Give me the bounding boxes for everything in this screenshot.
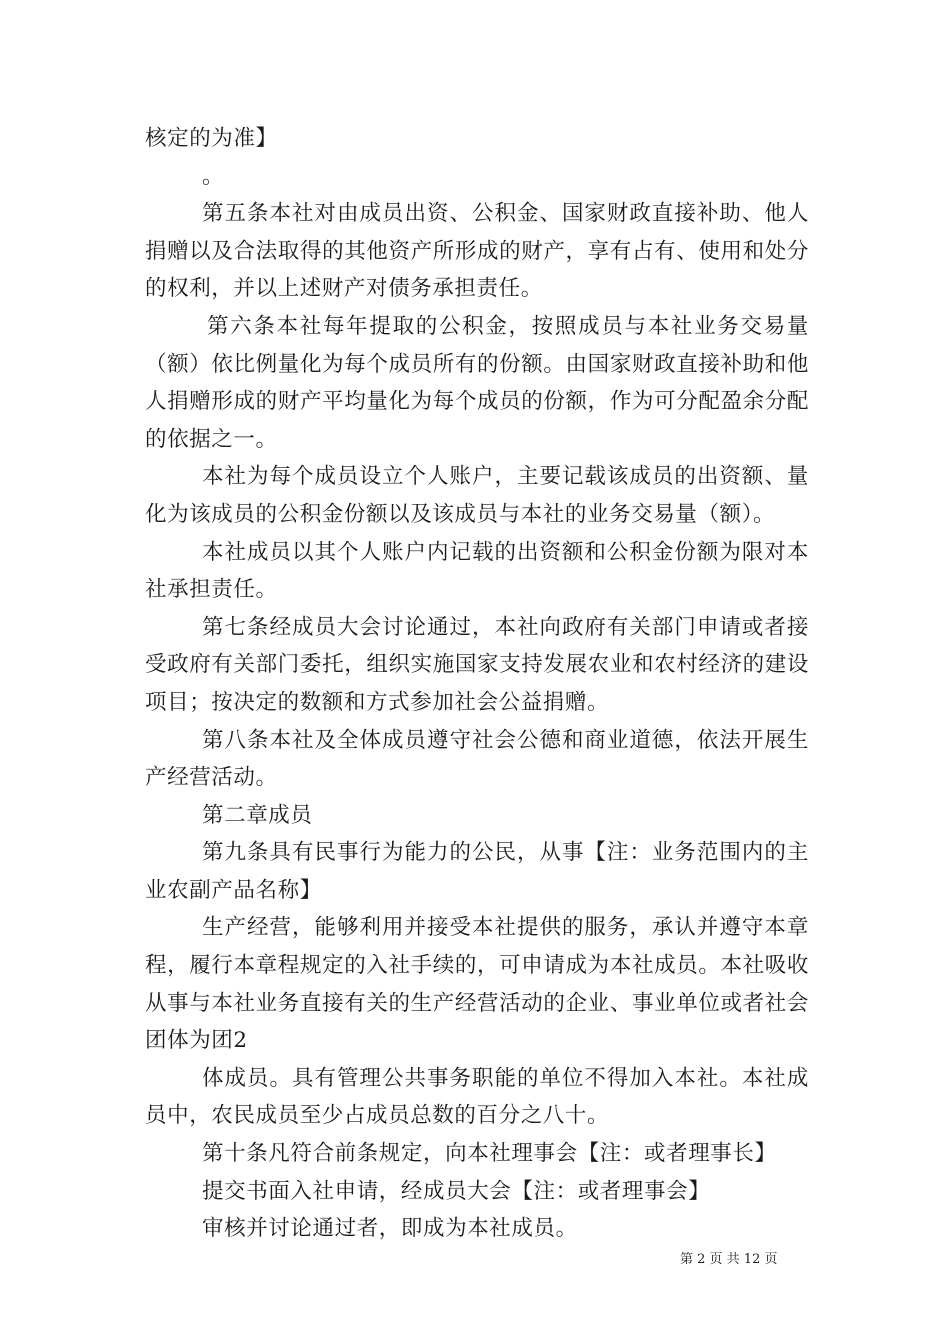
article-8: 第八条本社及全体成员遵守社会公德和商业道德，依法开展生产经营活动。 (145, 727, 809, 791)
article-7: 第七条经成员大会讨论通过，本社向政府有关部门申请或者接受政府有关部门委托，组织实施国家支持发展农业和农村经济的建设项目；按决定的数额和方式参加社会公益捐赠。 (145, 614, 809, 715)
paragraph-member-liability: 本社成员以其个人账户内记载的出资额和公积金份额为限对本社承担责任。 (145, 539, 809, 603)
document-body (145, 120, 809, 1248)
page-number-footer: 第 2 页 共 12 页 (680, 1252, 778, 1267)
paragraph-production: 生产经营，能够利用并接受本社提供的服务，承认并遵守本章程，履行本章程规定的入社手续的，可申请成为本社成员。本社吸收从事与本社业务直接有关的生产经营活动的企业、事业单位或者社会团体为团2 (145, 915, 809, 1054)
paragraph-approval: 审核并讨论通过者，即成为本社成员。 (202, 1216, 578, 1242)
paragraph-group-members: 体成员。具有管理公共事务职能的单位不得加入本社。本社成员中，农民成员至少占成员总数的百分之八十。 (145, 1065, 809, 1129)
paragraph-1: 核定的为准】 (145, 126, 278, 151)
article-5: 第五条本社对由成员出资、公积金、国家财政直接补助、他人捐赠以及合法取得的其他资产所形成的财产，享有占有、使用和处分的权利，并以上述财产对债务承担责任。 (145, 201, 809, 302)
article-10: 第十条凡符合前条规定，向本社理事会【注：或者理事长】 (202, 1141, 777, 1167)
paragraph-application: 提交书面入社申请，经成员大会【注：或者理事会】 (202, 1178, 711, 1204)
paragraph-personal-account: 本社为每个成员设立个人账户，主要记载该成员的出资额、量化为该成员的公积金份额以及该成员与本社的业务交易量（额）。 (145, 464, 809, 527)
chapter-2-heading: 第二章成员 (202, 802, 313, 828)
paragraph-2: 。 (202, 163, 225, 189)
article-9: 第九条具有民事行为能力的公民，从事【注：业务范围内的主业农副产品名称】 (145, 840, 809, 903)
article-6: 第六条本社每年提取的公积金，按照成员与本社业务交易量（额）依比例量化为每个成员所有的份额。由国家财政直接补助和他人捐赠形成的财产平均量化为每个成员的份额，作为可分配盈余分配的依据之一。 (145, 313, 809, 452)
